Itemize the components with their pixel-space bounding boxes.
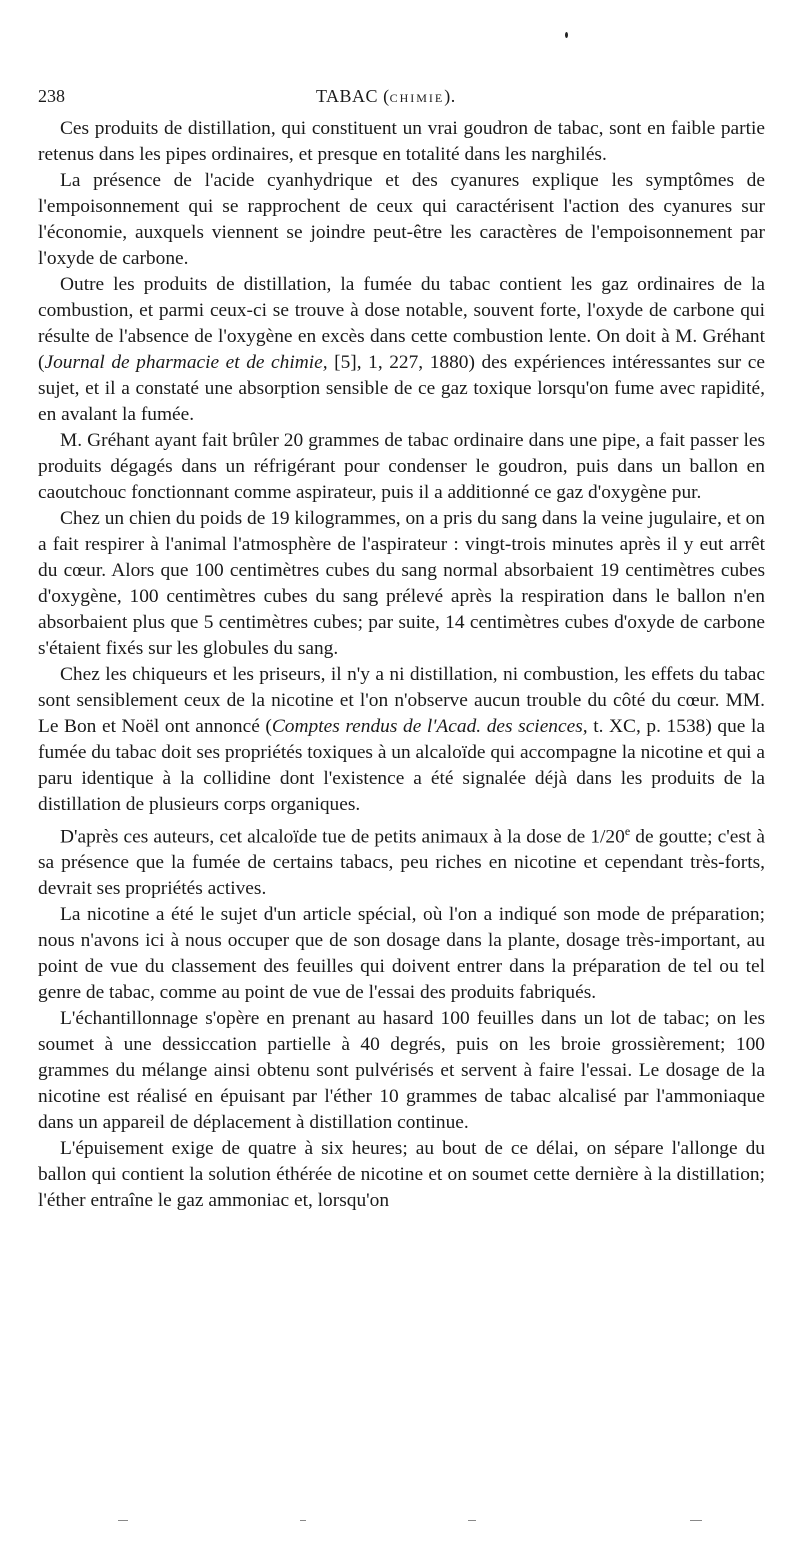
running-title-close: ). (444, 86, 456, 106)
page-number: 238 (38, 86, 65, 106)
paragraph-text: D'après ces auteurs, cet alcaloïde tue de petits animaux à la dose de 1/20 (60, 826, 625, 848)
citation-italic: Comptes rendus de l'Acad. des sciences, (271, 716, 588, 737)
citation-italic: Journal de pharmacie et de chimie, (44, 352, 328, 373)
paragraph-text: L'épuisement exige de quatre à six heures; au bout de ce délai, on sépare l'allonge du ballon qui contient la solution éthérée de nicotine et on soumet cette dernière à la distillation; l'éther entraîne le gaz ammoniac et, lorsqu'on (38, 1138, 765, 1212)
paragraph-text: M. Gréhant ayant fait brûler 20 grammes de tabac ordinaire dans une pipe, a fait passer les produits dégagés dans un réfrigérant pour condenser le goudron, puis dans un ballon en caoutchouc fonctionnant comme aspirateur, puis il a additionné ce gaz d'oxygène pur. (38, 430, 765, 503)
running-title-open: ( (378, 86, 390, 106)
paragraph-text: Outre les produits de distillation, la fumée du tabac contient les gaz ordinaires de la combustion, et parmi ceux-ci se trouve à dose notable, souvent forte, l'oxyde de carbone qui résulte de l'absence de l'oxygène en excès dans cette combustion lente. On doit à M. Gréhant ( (38, 274, 765, 373)
paragraph-text: t. XC, p. 1538) que la fumée du tabac doit ses propriétés toxiques à un alcaloïde qui accompagne la nicotine et qui a paru identique à la collidine dont l'existence a été signalée déjà dans les produits de la distillation de plusieurs corps organiques. (38, 716, 765, 815)
body-text (38, 116, 765, 1214)
paragraph (38, 1136, 765, 1214)
running-title-sub: CHIMIE (389, 91, 445, 105)
paragraph (38, 116, 765, 168)
paragraph (38, 902, 765, 1006)
footer-marks (0, 1518, 800, 1524)
paragraph-text: L'échantillonnage s'opère en prenant au hasard 100 feuilles dans un lot de tabac; on les soumet à une dessiccation partielle à 40 degrés, puis on les broie grossièrement; 100 grammes du mélange ainsi obtenu sont pulvérisés et servent à faire l'essai. Le dosage de la nicotine est réalisé en épuisant par l'éther 10 grammes de tabac alcalisé par l'ammoniaque dans un appareil de déplacement à distillation continue. (38, 1008, 765, 1134)
paragraph-text: [5], 1, 227, 1880) des expériences intéressantes sur ce sujet, et il a constaté une absorption sensible de ce gaz toxique lorsqu'on fume avec rapidité, en avalant la fumée. (38, 352, 765, 425)
paragraph-text: La présence de l'acide cyanhydrique et des cyanures explique les symptômes de l'empoisonnement qui se rapprochent de ceux qui caractérisent l'action des cyanures sur l'économie, auxquels viennent se joindre peut-être les caractères de l'empoisonnement par l'oxyde de carbone. (38, 170, 765, 269)
page-content (38, 86, 765, 1214)
paragraph-text: Chez un chien du poids de 19 kilogrammes, on a pris du sang dans la veine jugulaire, et on a fait respirer à l'animal l'atmosphère de l'aspirateur : vingt-trois minutes après il y eut arrêt du cœur. Alors que 100 centimètres cubes du sang normal absorbaient 19 centimètres cubes d'oxygène, 100 centimètres cubes du sang prélevé après la respiration dans le ballon n'en absorbaient plus que 5 centimètres cubes; par suite, 14 centimètres cubes d'oxyde de carbone s'étaient fixés sur les globules du sang. (38, 508, 765, 659)
paragraph (38, 818, 765, 902)
paragraph (38, 428, 765, 506)
paragraph-text: Ces produits de distillation, qui constituent un vrai goudron de tabac, sont en faible partie retenus dans les pipes ordinaires, et presque en totalité dans les narghilés. (38, 118, 765, 165)
paragraph (38, 506, 765, 662)
running-title-main: TABAC (316, 86, 379, 106)
paragraph-text: de goutte; c'est à sa présence que la fumée de certains tabacs, peu riches en nicotine et cependant très-forts, devrait ses propriétés actives. (38, 826, 766, 900)
ink-speck (565, 32, 568, 38)
paragraph-text: La nicotine a été le sujet d'un article spécial, où l'on a indiqué son mode de préparation; nous n'avons ici à nous occuper que de son dosage dans la plante, dosage très-important, au point de vue du classement des feuilles qui doivent entrer dans la préparation de tel ou tel genre de tabac, comme au point de vue de l'essai des produits fabriqués. (38, 904, 765, 1004)
ordinal-superscript: e (624, 824, 631, 838)
paragraph (38, 1006, 765, 1136)
paragraph (38, 168, 765, 272)
running-title (316, 86, 456, 107)
paragraph (38, 662, 765, 818)
running-head (38, 86, 765, 116)
paragraph-text: Chez les chiqueurs et les priseurs, il n'y a ni distillation, ni combustion, les effets du tabac sont sensiblement ceux de la nicotine et l'on n'observe aucun trouble du côté du cœur. MM. Le Bon et Noël ont annoncé ( (38, 664, 765, 737)
paragraph (38, 272, 765, 428)
